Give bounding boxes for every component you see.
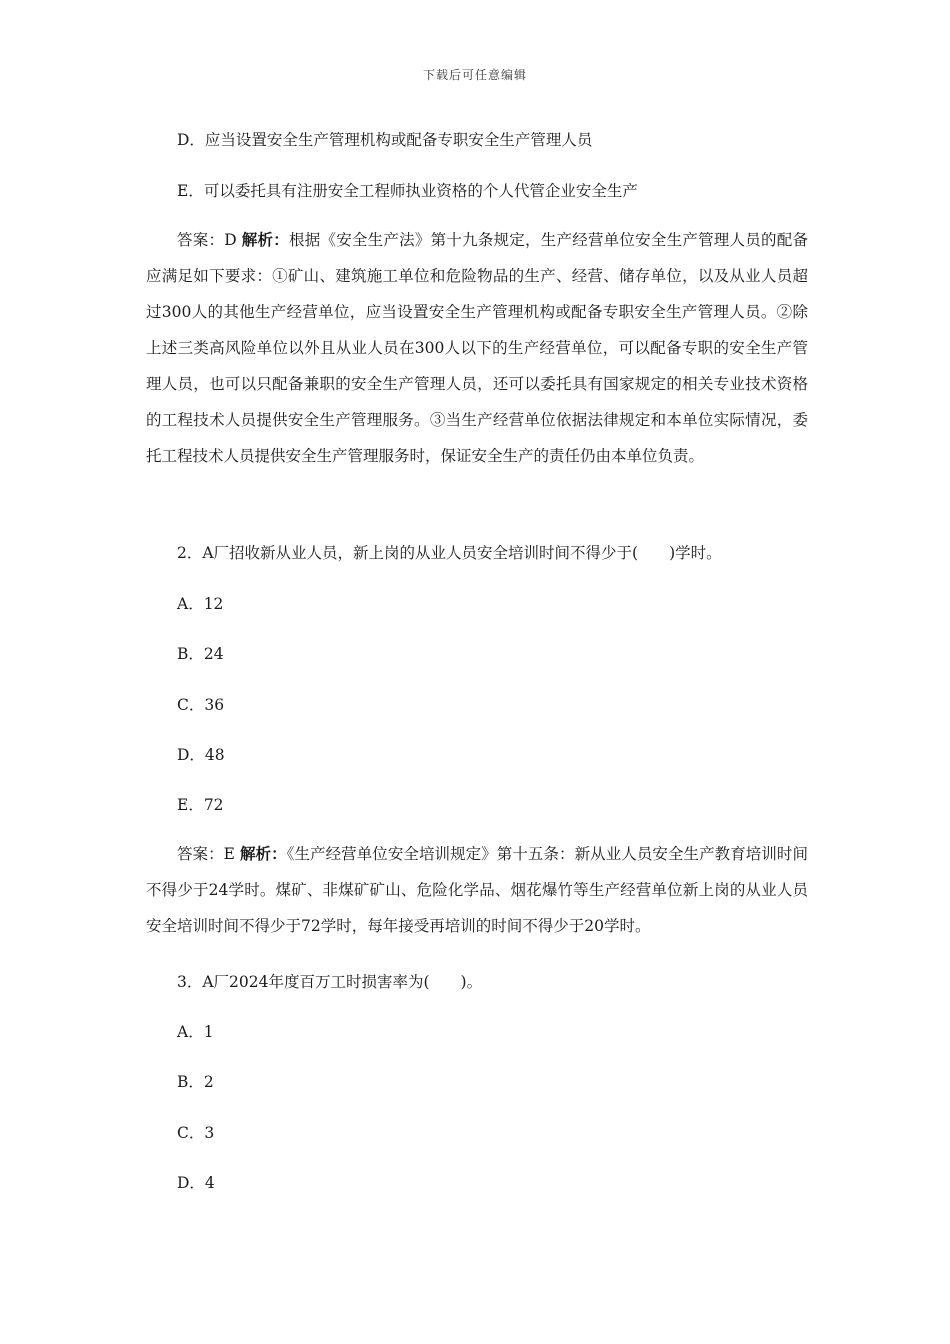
q2-option-d: D．48 — [177, 746, 225, 764]
page-header: 下载后可任意编辑 — [422, 68, 527, 82]
q3-option-b: B．2 — [177, 1073, 214, 1091]
q1-option-e: E．可以委托具有注册安全工程师执业资格的个人代管企业安全生产 — [177, 182, 638, 200]
answer-1 — [146, 222, 808, 474]
answer-2-key: 答案：E — [177, 845, 240, 863]
q2-option-a: A．12 — [177, 595, 224, 613]
q3-option-d: D．4 — [177, 1174, 215, 1192]
answer-2 — [146, 836, 808, 944]
answer-2-label: 解析： — [240, 844, 287, 863]
q3-option-c: C．3 — [177, 1124, 215, 1142]
answer-2-explanation: 《生产经营单位安全培训规定》第十五条：新从业人员安全生产教育培训时间不得少于24学时。煤矿、非煤矿矿山、危险化学品、烟花爆竹等生产经营单位新上岗的从业人员安全培训时间不得少于72学时，每年接受再培训的时间不得少于20学时。 — [146, 845, 808, 935]
q2-option-e: E．72 — [177, 796, 224, 814]
q3-stem: 3．A厂2024年度百万工时损害率为( )。 — [177, 973, 483, 991]
q2-stem: 2．A厂招收新从业人员，新上岗的从业人员安全培训时间不得少于( )学时。 — [177, 544, 722, 562]
q1-option-d: D．应当设置安全生产管理机构或配备专职安全生产管理人员 — [177, 131, 593, 149]
q2-option-c: C．36 — [177, 696, 225, 714]
q3-option-a: A．1 — [177, 1023, 214, 1041]
answer-1-label: 解析： — [241, 230, 289, 249]
answer-1-key: 答案：D — [177, 231, 242, 249]
answer-1-explanation: 根据《安全生产法》第十九条规定，生产经营单位安全生产管理人员的配备应满足如下要求：①矿山、建筑施工单位和危险物品的生产、经营、储存单位，以及从业人员超过300人的其他生产经营单位，应当设置安全生产管理机构或配备专职安全生产管理人员。②除上述三类高风险单位以外且从业人员在300人以下的生产经营单位，可以配备专职的安全生产管理人员，也可以只配备兼职的安全生产管理人员，还可以委托具有国家规定的相关专业技术资格的工程技术人员提供安全生产管理服务。③当生产经营单位依据法律规定和本单位实际情况，委托工程技术人员提供安全生产管理服务时，保证安全生产的责任仍由本单位负责。 — [146, 231, 808, 465]
q2-option-b: B．24 — [177, 645, 224, 663]
